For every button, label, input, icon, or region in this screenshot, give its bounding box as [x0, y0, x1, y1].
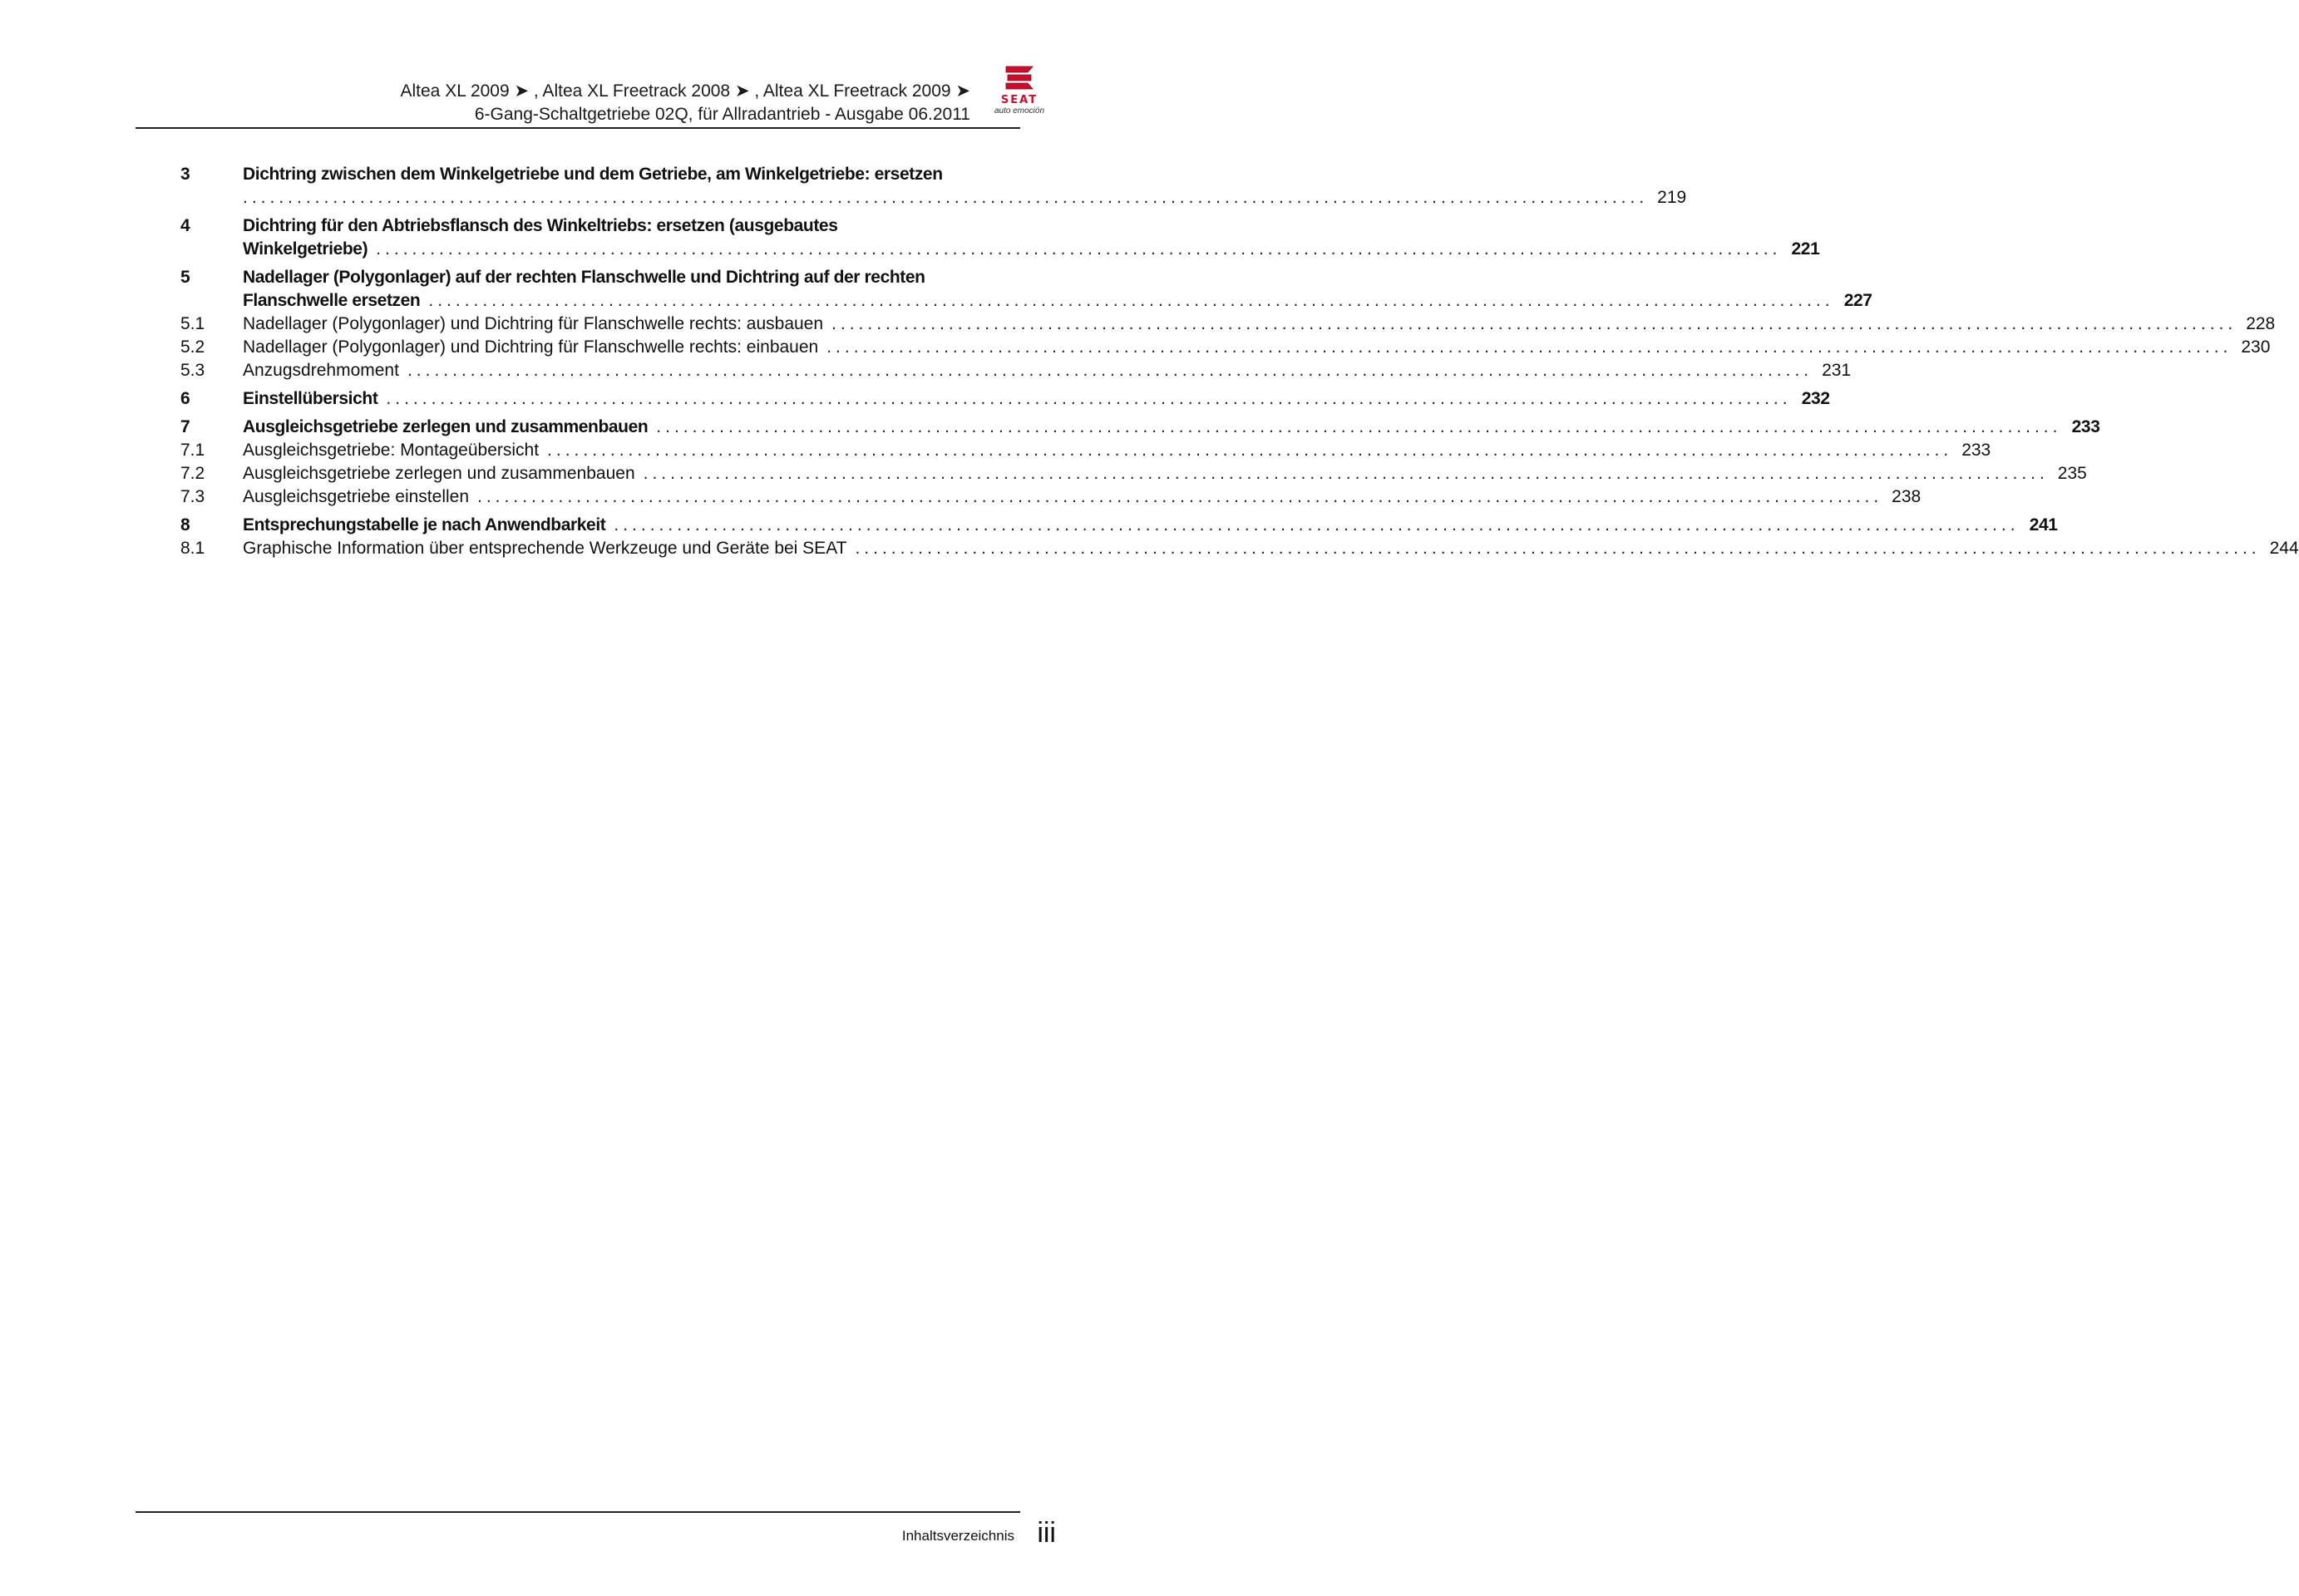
toc-title: Ausgleichsgetriebe zerlegen und zusammenbauen [243, 417, 649, 436]
toc-entry-5-3[interactable] [180, 359, 1852, 382]
toc-leader-dots: ............................................................................................................................................................ [831, 314, 2237, 333]
toc-page-number: 232 [1801, 389, 1830, 408]
toc-page-number: 230 [2241, 337, 2271, 357]
toc-entry-7[interactable] [180, 416, 2100, 439]
toc-page-number: 233 [1961, 441, 1991, 460]
table-of-contents [180, 163, 2299, 560]
document-header [401, 80, 971, 126]
toc-entry-6[interactable] [180, 387, 1830, 411]
toc-entry-7-2[interactable] [180, 462, 2087, 485]
toc-number: 4 [180, 216, 190, 235]
toc-title: Ausgleichsgetriebe einstellen [243, 487, 470, 506]
toc-title: Nadellager (Polygonlager) und Dichtring für Flanschwelle rechts: ausbauen [243, 314, 824, 333]
toc-leader-dots: ............................................................................................................................................................ [376, 239, 1782, 259]
toc-title: Ausgleichsgetriebe: Montageübersicht [243, 441, 540, 460]
toc-number: 7.3 [180, 487, 205, 506]
toc-page-number: 221 [1791, 239, 1820, 259]
toc-title: Einstellübersicht [243, 389, 378, 408]
toc-page-number: 231 [1822, 361, 1852, 380]
toc-entry-8[interactable] [180, 514, 2058, 537]
logo-tagline: auto emoción [994, 106, 1045, 116]
toc-entry-3[interactable] [180, 163, 1687, 209]
toc-leader-dots: ............................................................................................................................................................ [643, 464, 2049, 483]
toc-title: Nadellager (Polygonlager) auf der rechten Flanschwelle und Dichtring auf der rechten [243, 268, 925, 287]
toc-number: 8.1 [180, 539, 205, 558]
toc-entry-7-3[interactable] [180, 485, 1922, 509]
toc-leader-dots: ............................................................................................................................................................ [614, 515, 2020, 534]
toc-page-number: 233 [2071, 417, 2100, 436]
toc-title: Entsprechungstabelle je nach Anwendbarkeit [243, 515, 606, 534]
toc-leader-dots: ............................................................................................................................................................ [826, 337, 2232, 357]
toc-page-number: 241 [2029, 515, 2058, 534]
seat-logo [986, 65, 1053, 118]
toc-number: 5.1 [180, 314, 205, 333]
toc-number: 5.3 [180, 361, 205, 380]
toc-leader-dots: ............................................................................................................................................................ [547, 441, 1953, 460]
toc-title: Graphische Information über entsprechende Werkzeuge und Geräte bei SEAT [243, 539, 847, 558]
toc-title: Anzugsdrehmoment [243, 361, 399, 380]
toc-leader-dots: ............................................................................................................................................................ [243, 188, 1649, 207]
logo-wordmark: SEAT [1000, 94, 1038, 106]
toc-number: 5 [180, 268, 190, 287]
toc-page-number: 219 [1657, 188, 1687, 207]
seat-emblem-icon [1003, 65, 1036, 93]
toc-title-continued: Winkelgetriebe) [243, 239, 368, 259]
toc-title: Dichtring für den Abtriebsflansch des Winkeltriebs: ersetzen (ausgebautes [243, 216, 838, 235]
toc-leader-dots: ............................................................................................................................................................ [407, 361, 1813, 380]
header-divider [136, 127, 1020, 129]
toc-number: 3 [180, 165, 190, 184]
toc-page-number: 228 [2246, 314, 2276, 333]
toc-leader-dots: ............................................................................................................................................................ [855, 539, 2261, 558]
toc-number: 5.2 [180, 337, 205, 357]
toc-entry-5-2[interactable] [180, 336, 2271, 359]
header-vehicle-models: Altea XL 2009 ➤ , Altea XL Freetrack 2008 ➤ , Altea XL Freetrack 2009 ➤ [400, 81, 970, 101]
toc-entry-7-1[interactable] [180, 439, 1991, 462]
toc-number: 6 [180, 389, 190, 408]
toc-entry-8-1[interactable] [180, 537, 2299, 560]
toc-entry-5[interactable] [180, 266, 1872, 313]
toc-page-number: 235 [2057, 464, 2087, 483]
footer-page-number: iii [1037, 1517, 1056, 1549]
footer-section-label: Inhaltsverzeichnis [901, 1528, 1014, 1544]
toc-page-number: 244 [2269, 539, 2299, 558]
toc-entry-4[interactable] [180, 214, 1820, 261]
toc-number: 7.1 [180, 441, 205, 460]
toc-title: Nadellager (Polygonlager) und Dichtring für Flanschwelle rechts: einbauen [243, 337, 819, 357]
header-manual-title: 6-Gang-Schaltgetriebe 02Q, für Allradantrieb - Ausgabe 06.2011 [474, 105, 970, 124]
toc-leader-dots: ............................................................................................................................................................ [477, 487, 1883, 506]
footer-divider [136, 1511, 1020, 1513]
toc-leader-dots: ............................................................................................................................................................ [656, 417, 2062, 436]
toc-title: Ausgleichsgetriebe zerlegen und zusammenbauen [243, 464, 635, 483]
toc-number: 7.2 [180, 464, 205, 483]
toc-page-number: 238 [1892, 487, 1922, 506]
toc-entry-5-1[interactable] [180, 313, 2276, 336]
toc-leader-dots: ............................................................................................................................................................ [386, 389, 1792, 408]
toc-leader-dots: ............................................................................................................................................................ [428, 291, 1834, 310]
toc-number: 7 [180, 417, 190, 436]
toc-page-number: 227 [1843, 291, 1872, 310]
toc-number: 8 [180, 515, 190, 534]
toc-title-continued: Flanschwelle ersetzen [243, 291, 421, 310]
toc-title: Dichtring zwischen dem Winkelgetriebe und dem Getriebe, am Winkelgetriebe: ersetzen [243, 165, 943, 184]
